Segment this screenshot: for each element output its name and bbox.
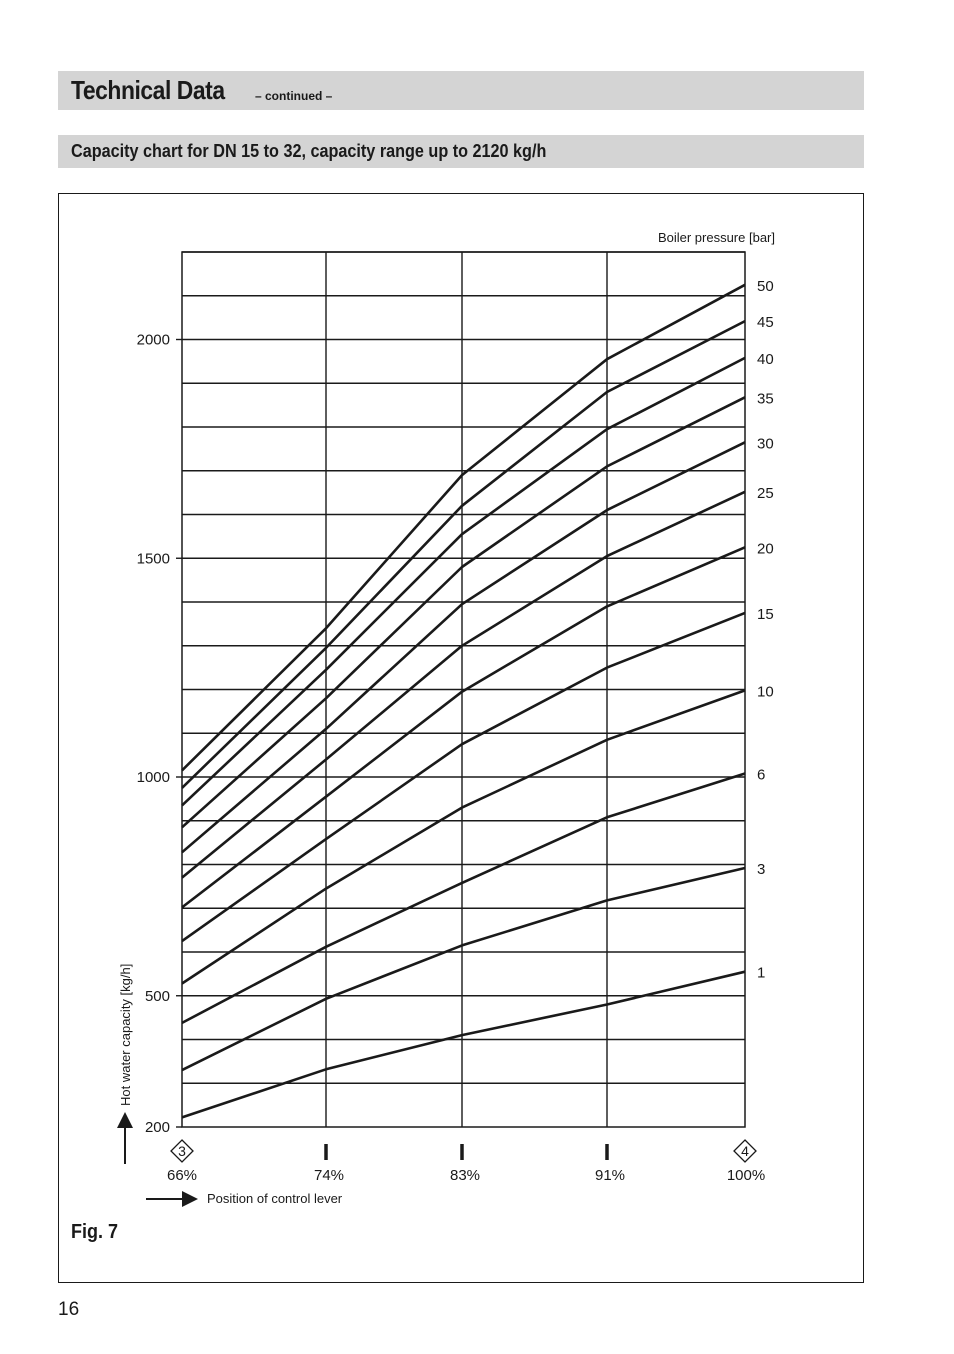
series-label-10: 10 [757,683,774,701]
x-marker-label: 3 [178,1143,186,1159]
page-title: Technical Data [71,75,225,105]
y-tick-label: 1000 [136,769,170,786]
legend-title: Boiler pressure [bar] [657,230,775,245]
x-tick-label: 91% [594,1167,626,1184]
x-tick-label: 83% [449,1167,481,1184]
series-line-6 [182,774,745,1023]
y-tick-label: 200 [144,1119,170,1136]
x-tick-label: 100% [726,1167,766,1184]
y-axis-arrow-icon [117,1112,133,1164]
series-line-40 [182,358,745,806]
series-label-45: 45 [757,314,774,332]
series-line-45 [182,321,745,788]
series-label-6: 6 [757,766,766,784]
series-line-10 [182,690,745,983]
series-label-30: 30 [757,435,774,453]
series-labels [757,278,774,982]
page-number: 16 [58,1299,80,1320]
x-tick-label: 66% [166,1167,198,1184]
y-tick-labels [137,332,182,1137]
series-line-25 [182,492,745,878]
series-label-1: 1 [757,964,766,982]
figure-label: Fig. 7 [71,1221,119,1243]
section-title: Capacity chart for DN 15 to 32, capacity range up to 2120 kg/h [71,141,547,161]
y-tick-label: 2000 [136,331,170,349]
x-axis-label: Position of control lever [207,1191,343,1206]
series-label-40: 40 [757,350,774,368]
series-line-1 [182,972,745,1118]
y-axis-label: Hot water capacity [kg/h] [118,963,133,1106]
series-label-35: 35 [757,390,774,408]
series-line-50 [182,285,745,771]
series-label-20: 20 [757,540,774,558]
series-line-35 [182,397,745,827]
series-label-15: 15 [757,605,774,623]
y-tick-label: 1500 [136,550,170,568]
x-tick-label: 74% [313,1167,345,1184]
y-tick-label: 500 [144,987,170,1005]
x-marker-label: 4 [741,1143,749,1159]
x-ticks [167,1140,765,1184]
series-label-25: 25 [757,484,774,502]
title-suffix: – continued – [255,89,333,103]
series-label-50: 50 [757,277,774,295]
x-axis-arrow-icon [146,1191,198,1207]
series-lines [182,285,745,1118]
series-label-3: 3 [757,861,766,878]
